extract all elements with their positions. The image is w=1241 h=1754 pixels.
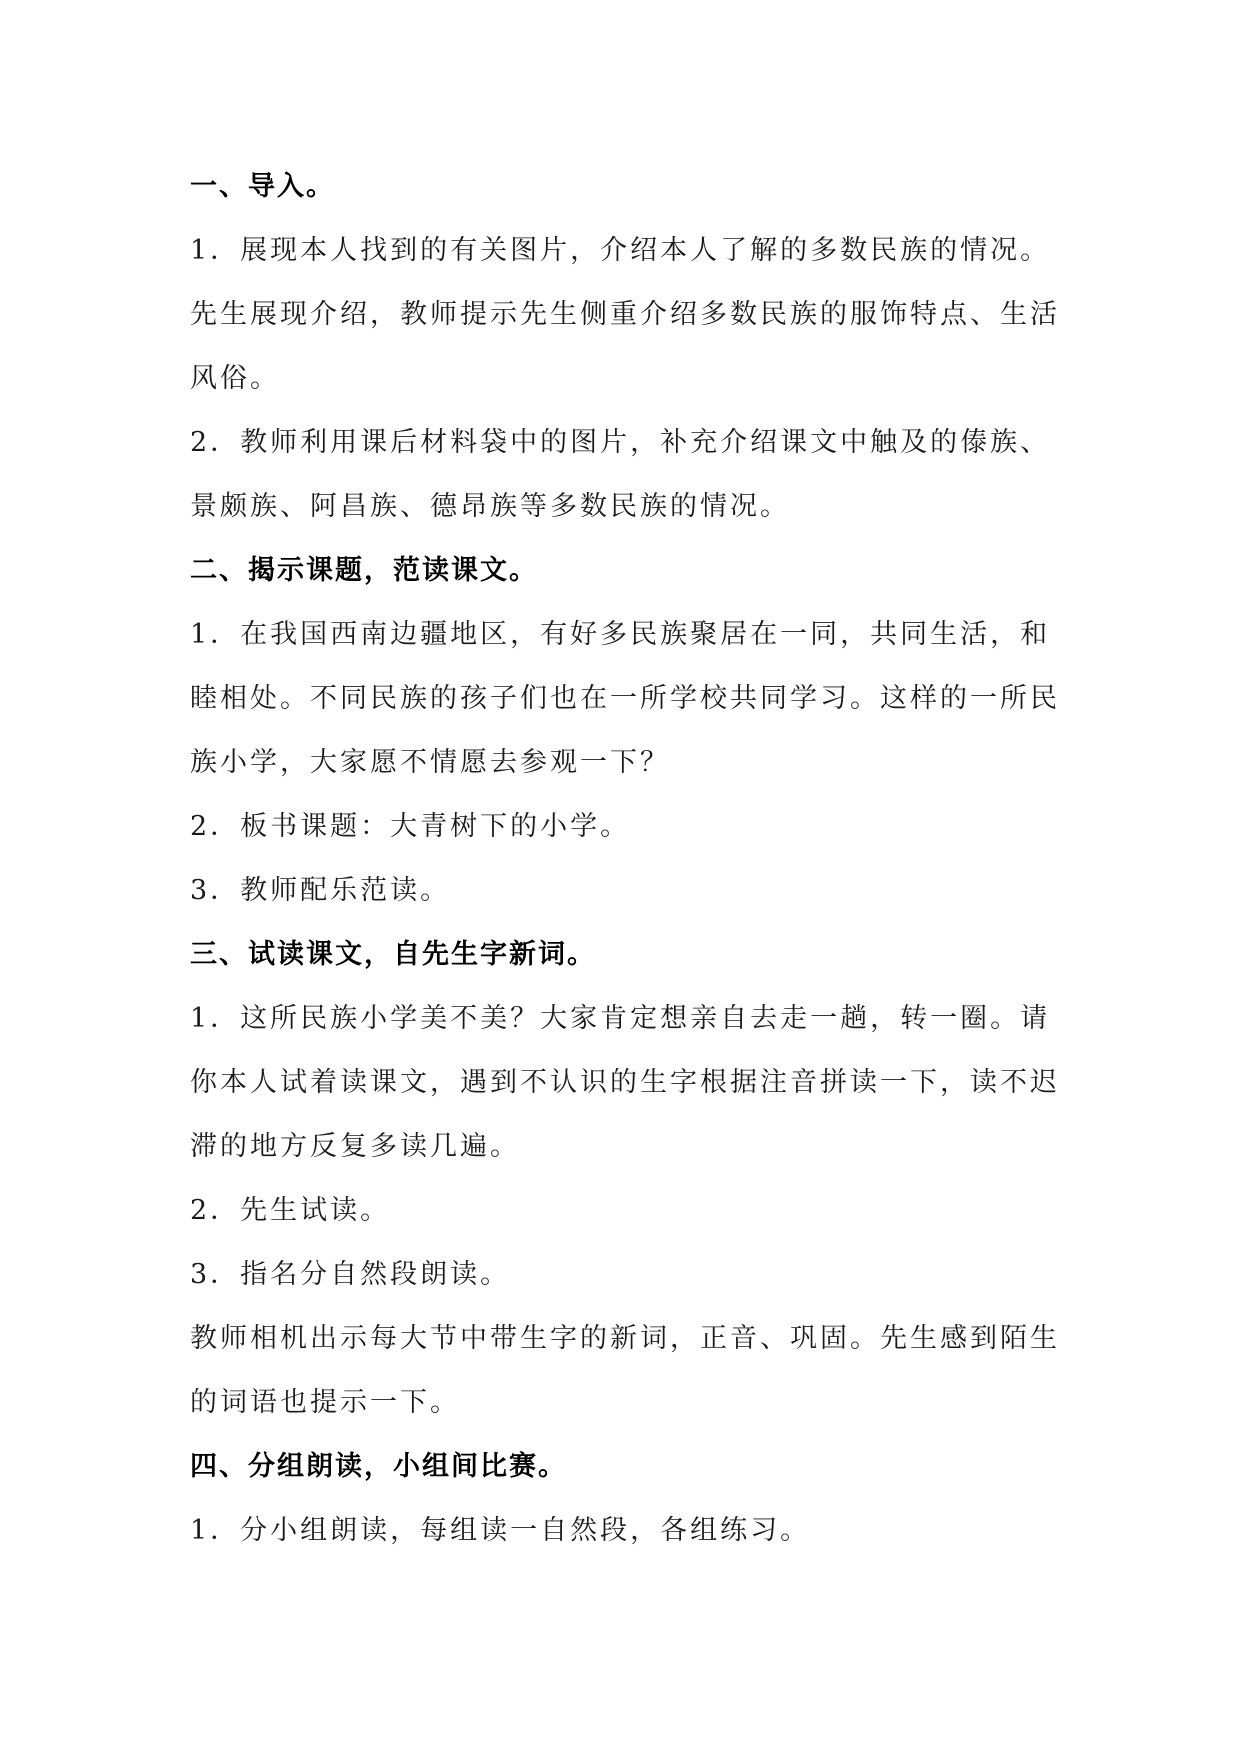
paragraph-line: 你本人试着读课文，遇到不认识的生字根据注音拼读一下，读不迟: [190, 1067, 1060, 1098]
paragraph-line: 1．分小组朗读，每组读一自然段，各组练习。: [190, 1515, 811, 1546]
paragraph-line: 2．先生试读。: [190, 1195, 391, 1226]
paragraph-line: 1．在我国西南边疆地区，有好多民族聚居在一同，共同生活，和: [190, 619, 1051, 650]
paragraph-line: 1．展现本人找到的有关图片，介绍本人了解的多数民族的情况。: [190, 235, 1051, 266]
paragraph-line: 的词语也提示一下。: [190, 1387, 460, 1418]
paragraph-line: 3．教师配乐范读。: [190, 875, 451, 906]
section-heading-reveal-topic: 二、揭示课题，范读课文。: [190, 555, 538, 586]
paragraph-line: 教师相机出示每大节中带生字的新词，正音、巩固。先生感到陌生: [190, 1323, 1060, 1354]
paragraph-line: 睦相处。不同民族的孩子们也在一所学校共同学习。这样的一所民: [190, 683, 1060, 714]
document-body: [190, 155, 1060, 1563]
section-heading-intro: 一、导入。: [190, 171, 335, 202]
paragraph-line: 景颇族、阿昌族、德昂族等多数民族的情况。: [190, 491, 790, 522]
paragraph-line: 3．指名分自然段朗读。: [190, 1259, 511, 1290]
paragraph-line: 1．这所民族小学美不美？大家肯定想亲自去走一趟，转一圈。请: [190, 1003, 1051, 1034]
paragraph-line: 滞的地方反复多读几遍。: [190, 1131, 520, 1162]
paragraph-line: 先生展现介绍，教师提示先生侧重介绍多数民族的服饰特点、生活: [190, 299, 1060, 330]
paragraph-line: 2．教师利用课后材料袋中的图片，补充介绍课文中触及的傣族、: [190, 427, 1051, 458]
section-heading-trial-reading: 三、试读课文，自先生字新词。: [190, 939, 596, 970]
section-heading-group-reading: 四、分组朗读，小组间比赛。: [190, 1451, 567, 1482]
paragraph-line: 2．板书课题：大青树下的小学。: [190, 811, 631, 842]
paragraph-line: 风俗。: [190, 363, 280, 394]
paragraph-line: 族小学，大家愿不情愿去参观一下？: [190, 747, 670, 778]
